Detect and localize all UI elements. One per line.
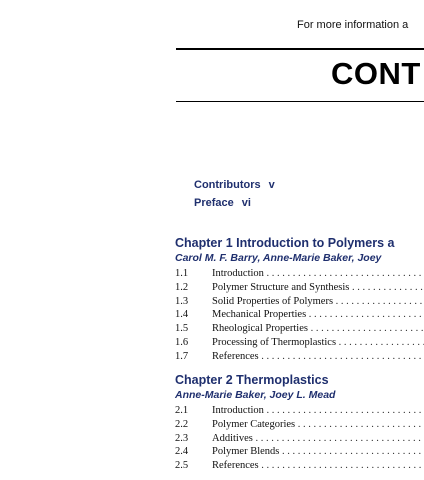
bottom-rule [176, 101, 424, 102]
section-title: References . . . [212, 350, 424, 364]
page-title: CONT [331, 56, 421, 91]
section-number: 1.6 [175, 336, 189, 348]
section-number: 1.1 [175, 268, 189, 279]
toc-section-row[interactable] [175, 295, 424, 309]
toc-section-row[interactable] [175, 418, 424, 432]
section-number: 1.7 [175, 350, 189, 362]
section-title: Polymer Categories . . . [212, 418, 424, 432]
section-number: 2.4 [175, 446, 189, 458]
toc-section-row[interactable] [175, 281, 424, 295]
toc-section-row[interactable] [175, 308, 424, 322]
section-title: Polymer Structure and Synthesis . . . [212, 281, 424, 295]
toc-section-row[interactable] [175, 322, 424, 336]
toc-section-row[interactable] [175, 350, 424, 364]
toc-front-item-preface[interactable] [194, 197, 251, 209]
section-title: Solid Properties of Polymers . . . [212, 295, 424, 309]
toc-front-label: Contributors [194, 179, 261, 191]
top-rule [176, 48, 424, 50]
section-number: 1.2 [175, 281, 189, 293]
chapter-2-title[interactable]: Chapter 2 Thermoplastics [175, 373, 329, 387]
section-title: Rheological Properties . . . [212, 322, 424, 336]
section-title: Introduction . . . [212, 404, 424, 418]
toc-section-row[interactable] [175, 432, 424, 446]
chapter-1-section-list [175, 267, 424, 364]
section-title: References . . . [212, 459, 424, 473]
toc-section-row[interactable] [175, 404, 424, 418]
toc-front-page: v [268, 179, 275, 191]
section-number: 1.5 [175, 323, 189, 335]
section-number: 2.3 [175, 432, 189, 444]
toc-section-row[interactable] [175, 459, 424, 473]
toc-front-label: Preface [194, 197, 234, 209]
section-title: Polymer Blends . . . [212, 445, 424, 459]
header-note: For more information a [297, 19, 409, 31]
toc-section-row[interactable] [175, 267, 424, 281]
section-number: 2.5 [175, 460, 189, 472]
toc-front-page: vi [241, 197, 251, 209]
chapter-1-authors: Carol M. F. Barry, Anne-Marie Baker, Joey [175, 252, 382, 264]
toc-section-row[interactable] [175, 336, 424, 350]
section-title: Introduction . . . [212, 267, 424, 281]
section-number: 1.4 [175, 309, 189, 321]
section-number: 2.2 [175, 418, 189, 430]
section-title: Mechanical Properties . . . [212, 308, 424, 322]
toc-front-item-contributors[interactable] [194, 179, 275, 191]
section-title: Additives . . . [212, 432, 424, 446]
chapter-1-title[interactable]: Chapter 1 Introduction to Polymers a [175, 236, 395, 250]
toc-section-row[interactable] [175, 445, 424, 459]
section-number: 2.1 [175, 405, 189, 416]
section-title: Processing of Thermoplastics . . . [212, 336, 424, 350]
section-number: 1.3 [175, 295, 189, 307]
chapter-2-authors: Anne-Marie Baker, Joey L. Mead [175, 389, 336, 401]
chapter-2-section-list [175, 404, 424, 473]
